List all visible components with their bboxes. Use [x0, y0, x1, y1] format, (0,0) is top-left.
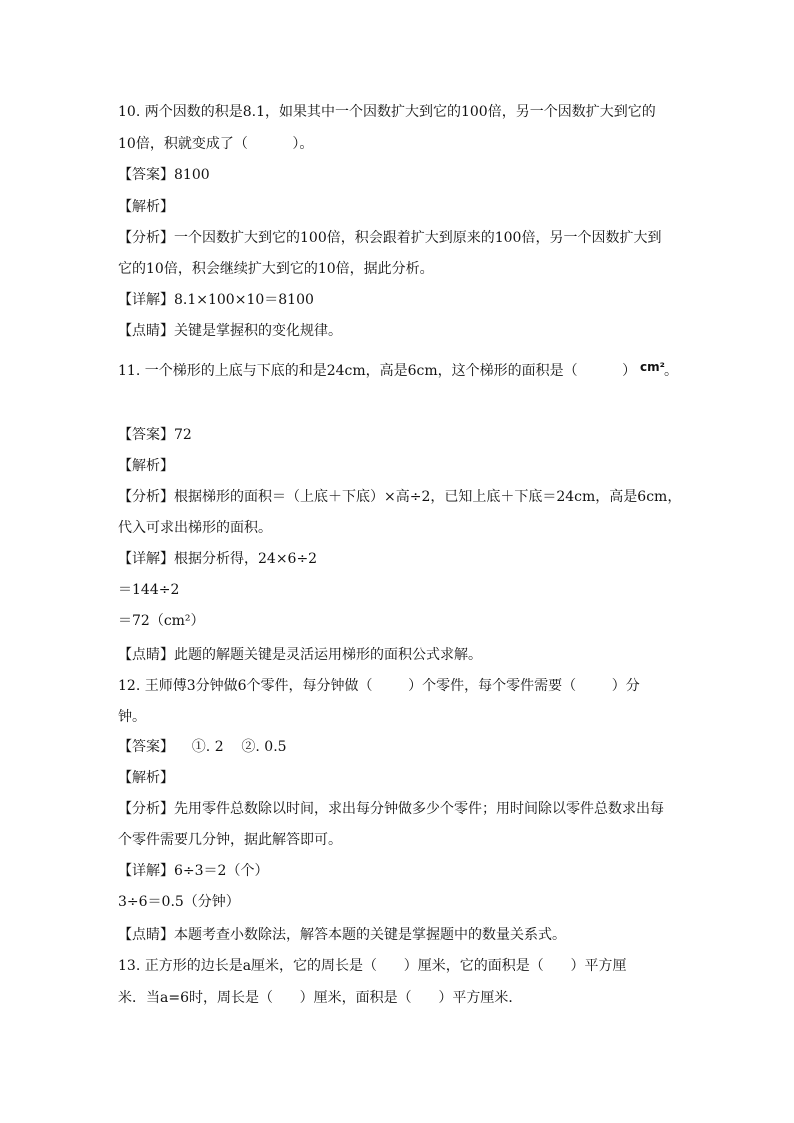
q11-analysis-line1: 【分析】根据梯形的面积＝（上底＋下底）×高÷2，已知上底＋下底＝24cm，高是6cm， — [118, 489, 682, 505]
q13-question-line1: 13. 正方形的边长是a厘米，它的周长是（ ）厘米，它的面积是（ ）平方厘 — [118, 958, 627, 974]
q11-analysis-line2: 代入可求出梯形的面积。 — [118, 520, 272, 536]
q10-analysis-line2: 它的10倍，积会继续扩大到它的10倍，据此分析。 — [118, 261, 434, 277]
q11-unit-cm2: cm² — [640, 360, 665, 374]
q12-analysis-heading: 【解析】 — [118, 770, 174, 786]
q11-answer: 【答案】72 — [118, 427, 192, 443]
q11-comment: 【点睛】此题的解题关键是灵活运用梯形的面积公式求解。 — [118, 647, 482, 663]
q10-comment: 【点睛】关键是掌握积的变化规律。 — [118, 323, 342, 339]
q11-detail-line3: ＝72（cm²） — [118, 613, 205, 629]
q12-detail-line1: 【详解】6÷3＝2（个） — [118, 863, 269, 879]
q10-question-line1: 10. 两个因数的积是8.1，如果其中一个因数扩大到它的100倍，另一个因数扩大到它的 — [118, 104, 656, 120]
q10-answer: 【答案】8100 — [118, 167, 210, 183]
q10-detail: 【详解】8.1×100×10＝8100 — [118, 292, 314, 308]
q12-analysis-line1: 【分析】先用零件总数除以时间，求出每分钟做多少个零件；用时间除以零件总数求出每 — [118, 801, 664, 817]
q12-answer: 【答案】 ①. 2 ②. 0.5 — [118, 739, 287, 755]
q12-comment: 【点睛】本题考查小数除法，解答本题的关键是掌握题中的数量关系式。 — [118, 927, 566, 943]
q13-question-line2: 米．当a=6时，周长是（ ）厘米，面积是（ ）平方厘米． — [118, 990, 523, 1006]
q11-analysis-heading: 【解析】 — [118, 458, 174, 474]
q10-analysis-heading: 【解析】 — [118, 199, 174, 215]
q11-detail-line1: 【详解】根据分析得，24×6÷2 — [118, 551, 318, 567]
q12-detail-line2: 3÷6＝0.5（分钟） — [118, 894, 240, 910]
q10-question-line2: 10倍，积就变成了（ ）。 — [118, 136, 314, 152]
q12-analysis-line2: 个零件需要几分钟，据此解答即可。 — [118, 832, 342, 848]
q12-question-line1: 12. 王师傅3分钟做6个零件，每分钟做（ ）个零件，每个零件需要（ ）分 — [118, 678, 640, 694]
q11-detail-line2: ＝144÷2 — [118, 582, 180, 598]
q11-period: 。 — [664, 363, 678, 379]
q10-analysis-line1: 【分析】一个因数扩大到它的100倍，积会跟着扩大到原来的100倍，另一个因数扩大到 — [118, 230, 662, 246]
q12-question-line2: 钟。 — [118, 709, 146, 725]
q11-question-line1: 11. 一个梯形的上底与下底的和是24cm，高是6cm，这个梯形的面积是（ ） — [118, 363, 637, 379]
